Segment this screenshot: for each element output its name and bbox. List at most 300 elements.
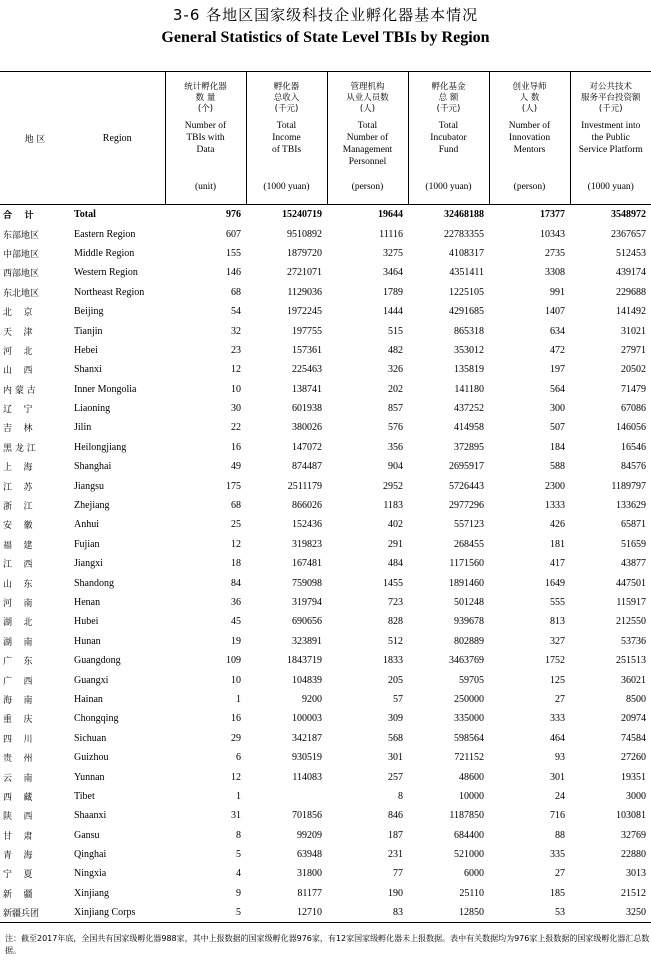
region-cn-cell: 天 津	[3, 327, 33, 338]
footnote: 注：截至2017年底，全国共有国家级孵化器988家，其中上报数据的国家级孵化器976家，有12家国家级孵化器未上报数据。表中有关数据均为976家上报数据的国家级孵化器汇总数据。	[5, 934, 650, 955]
value-cell: 2367657	[611, 228, 646, 240]
value-cell: 138741	[292, 383, 322, 395]
value-cell: 301	[550, 771, 565, 783]
value-cell: 512453	[616, 247, 646, 259]
region-cn-cell: 河 北	[3, 346, 33, 357]
value-cell: 576	[388, 422, 403, 434]
value-cell: 146	[226, 267, 241, 279]
region-cn-header: 地 区	[0, 72, 70, 205]
value-cell: 2952	[383, 480, 403, 492]
table-row	[0, 651, 651, 670]
region-cn-cell: 宁 夏	[3, 870, 33, 881]
value-cell: 133629	[616, 500, 646, 512]
region-en-cell: Jilin	[74, 422, 92, 434]
region-en-cell: Henan	[74, 597, 101, 608]
table-row	[0, 418, 651, 437]
value-cell: 555	[550, 597, 565, 608]
region-en-header: Region	[70, 72, 165, 205]
value-cell: 472	[550, 344, 565, 356]
value-cell: 5	[236, 849, 241, 861]
value-cell: 721152	[454, 752, 484, 764]
region-en-cell: Guizhou	[74, 752, 109, 764]
region-cn-cell: 山 东	[3, 579, 33, 590]
region-cn-cell: 东部地区	[3, 230, 40, 241]
table-row	[0, 476, 651, 495]
region-cn-cell: 内 蒙 古	[3, 385, 36, 396]
region-en-cell: Qinghai	[74, 849, 107, 861]
value-cell: 12710	[246, 903, 327, 923]
column-header-unit: (unit)	[194, 182, 217, 192]
region-en-cell: Northeast Region	[74, 286, 145, 298]
value-cell: 20974	[621, 713, 646, 725]
value-cell: 568	[388, 732, 403, 744]
region-en-cell: Inner Mongolia	[74, 383, 137, 395]
value-cell: 1333	[545, 500, 565, 512]
value-cell: 3013	[626, 868, 646, 880]
value-cell: 437252	[454, 403, 484, 415]
value-cell: 77	[393, 868, 403, 880]
region-cn-cell: 湖 北	[3, 618, 33, 629]
value-cell: 185	[550, 887, 565, 899]
value-cell: 291	[388, 538, 403, 550]
value-cell: 51659	[621, 538, 646, 550]
value-cell: 12850	[408, 903, 489, 923]
table-body	[0, 205, 651, 923]
value-cell: 588	[550, 461, 565, 473]
region-en-cell: Sichuan	[74, 732, 107, 744]
column-header	[489, 72, 570, 205]
value-cell: 865318	[454, 325, 484, 337]
value-cell: 501248	[454, 597, 484, 608]
column-header	[408, 72, 489, 205]
region-cn-cell: 福 建	[3, 540, 33, 551]
value-cell: 1455	[383, 577, 403, 589]
value-cell: 866026	[292, 500, 322, 512]
region-en-cell: Shanxi	[74, 364, 102, 376]
table-row	[0, 593, 651, 612]
region-cn-cell: 浙 江	[3, 502, 33, 513]
table-row	[0, 321, 651, 340]
page-title-en: General Statistics of State Level TBIs by Region	[161, 29, 490, 46]
column-header	[327, 72, 408, 205]
value-cell: 68	[231, 500, 241, 512]
value-cell: 3000	[626, 790, 646, 802]
value-cell: 9510892	[287, 228, 322, 240]
value-cell: 4	[236, 868, 241, 880]
value-cell: 439174	[616, 267, 646, 279]
value-cell: 31800	[297, 868, 322, 880]
value-cell: 9200	[302, 693, 322, 705]
region-cn-cell: 上 海	[3, 463, 33, 474]
column-header-en: Number of Innovation Mentors	[508, 121, 551, 155]
region-en-cell: Fujian	[74, 538, 100, 550]
value-cell: 515	[388, 325, 403, 337]
value-cell: 12	[231, 771, 241, 783]
table-row	[0, 244, 651, 263]
value-cell: 342187	[292, 732, 322, 744]
value-cell: 417	[550, 558, 565, 570]
value-cell: 104839	[292, 674, 322, 686]
table-row	[0, 360, 651, 379]
table-row	[0, 806, 651, 825]
value-cell: 27971	[621, 344, 646, 356]
table-row	[0, 341, 651, 360]
value-cell: 10	[231, 383, 241, 395]
table-row	[0, 302, 651, 321]
value-cell: 190	[388, 887, 403, 899]
page-title-cn: 3-6 各地区国家级科技企业孵化器基本情况	[172, 6, 479, 24]
value-cell: 333	[550, 713, 565, 725]
value-cell: 327	[550, 635, 565, 647]
value-cell: 32	[231, 325, 241, 337]
value-cell: 24	[555, 790, 565, 802]
region-en-cell: Middle Region	[74, 247, 135, 259]
column-header-cn: 统计孵化器 数 量 (个)	[184, 82, 227, 114]
value-cell: 155	[226, 247, 241, 259]
column-header-cn: 对公共技术 服务平台投资额 (千元)	[580, 82, 641, 114]
value-cell: 74584	[621, 732, 646, 744]
value-cell: 71479	[621, 383, 646, 395]
value-cell: 115917	[616, 597, 646, 608]
value-cell: 202	[388, 383, 403, 395]
value-cell: 93	[555, 752, 565, 764]
value-cell: 197	[550, 364, 565, 376]
value-cell: 426	[550, 519, 565, 531]
region-en-cell: Jiangxi	[74, 558, 103, 570]
value-cell: 3463769	[449, 655, 484, 667]
value-cell: 9	[236, 887, 241, 899]
value-cell: 335	[550, 849, 565, 861]
value-cell: 27	[555, 693, 565, 705]
value-cell: 184	[550, 441, 565, 453]
region-cn-cell: 西 藏	[3, 792, 33, 803]
region-cn-cell: 新疆兵团	[0, 903, 70, 923]
value-cell: 4291685	[449, 306, 484, 318]
value-cell: 2300	[545, 480, 565, 492]
value-cell: 251513	[616, 655, 646, 667]
value-cell: 1879720	[287, 247, 322, 259]
table-header-row	[0, 72, 651, 205]
value-cell: 16	[231, 441, 241, 453]
region-cn-cell: 黑 龙 江	[3, 443, 36, 454]
value-cell: 109	[226, 655, 241, 667]
value-cell: 229688	[616, 286, 646, 298]
table-row	[0, 457, 651, 476]
table-row	[0, 399, 651, 418]
column-header-cn: 孵化器 总收入 (千元)	[273, 82, 300, 114]
value-cell: 175	[226, 480, 241, 492]
column-header-cn: 创业导师 人 数 (人)	[512, 82, 547, 114]
value-cell: 716	[550, 810, 565, 822]
value-cell: 447501	[616, 577, 646, 589]
value-cell: 84	[231, 577, 241, 589]
value-cell: 402	[388, 519, 403, 531]
value-cell: 43877	[621, 558, 646, 570]
value-cell: 100003	[292, 713, 322, 725]
column-header-en: Total Income of TBIs	[271, 121, 302, 155]
value-cell: 23	[231, 344, 241, 356]
value-cell: 1843719	[287, 655, 322, 667]
value-cell: 353012	[454, 344, 484, 356]
value-cell: 414958	[454, 422, 484, 434]
region-en-cell: Beijing	[74, 306, 104, 318]
value-cell: 380026	[292, 422, 322, 434]
region-cn-cell: 合 计	[3, 211, 34, 222]
table-row	[0, 845, 651, 864]
value-cell: 32769	[621, 829, 646, 841]
region-en-cell: Hubei	[74, 616, 99, 628]
value-cell: 45	[231, 616, 241, 628]
value-cell: 3275	[383, 247, 403, 259]
value-cell: 2695917	[449, 461, 484, 473]
statistics-table	[0, 71, 651, 923]
value-cell: 846	[388, 810, 403, 822]
value-cell: 4351411	[449, 267, 484, 279]
value-cell: 976	[226, 209, 241, 221]
value-cell: 759098	[292, 577, 322, 589]
region-cn-cell: 四 川	[3, 734, 33, 745]
table-row	[0, 573, 651, 592]
region-cn-cell: 河 南	[3, 599, 33, 609]
value-cell: 99209	[297, 829, 322, 841]
value-cell: 22	[231, 422, 241, 434]
value-cell: 1833	[383, 655, 403, 667]
value-cell: 12	[231, 538, 241, 550]
region-en-cell: Anhui	[74, 519, 99, 531]
region-en-cell: Hainan	[74, 693, 103, 705]
region-en-cell: Xinjiang Corps	[70, 903, 165, 923]
table-row	[0, 709, 651, 728]
region-cn-cell: 湖 南	[3, 637, 33, 648]
region-cn-cell: 安 徽	[3, 521, 33, 532]
value-cell: 30	[231, 403, 241, 415]
value-cell: 930519	[292, 752, 322, 764]
value-cell: 857	[388, 403, 403, 415]
value-cell: 125	[550, 674, 565, 686]
value-cell: 8	[236, 829, 241, 841]
region-en-cell: Guangdong	[74, 655, 121, 667]
value-cell: 10000	[459, 790, 484, 802]
value-cell: 904	[388, 461, 403, 473]
value-cell: 19	[231, 635, 241, 647]
value-cell: 5726443	[449, 480, 484, 492]
table-row	[0, 884, 651, 903]
region-cn-cell: 山 西	[3, 366, 33, 377]
table-row	[0, 767, 651, 786]
table-row	[0, 438, 651, 457]
value-cell: 31021	[621, 325, 646, 337]
value-cell: 1129036	[287, 286, 322, 298]
region-cn-cell: 西部地区	[3, 269, 40, 280]
value-cell: 250000	[454, 693, 484, 705]
table-row	[0, 670, 651, 689]
region-cn-cell: 海 南	[3, 695, 33, 706]
value-cell: 2721071	[287, 267, 322, 279]
table-row	[0, 496, 651, 515]
value-cell: 11116	[379, 228, 403, 240]
value-cell: 135819	[454, 364, 484, 376]
value-cell: 874487	[292, 461, 322, 473]
value-cell: 8500	[626, 693, 646, 705]
value-cell: 25110	[459, 887, 484, 899]
region-cn-cell: 云 南	[3, 773, 33, 784]
region-cn-cell: 东北地区	[3, 288, 40, 299]
region-cn-cell: 江 苏	[3, 482, 33, 493]
value-cell: 29	[231, 732, 241, 744]
value-cell: 607	[226, 228, 241, 240]
value-cell: 564	[550, 383, 565, 395]
region-en-cell: Gansu	[74, 829, 100, 841]
value-cell: 53736	[621, 635, 646, 647]
value-cell: 482	[388, 344, 403, 356]
value-cell: 301	[388, 752, 403, 764]
value-cell: 88	[555, 829, 565, 841]
value-cell: 323891	[292, 635, 322, 647]
value-cell: 36021	[621, 674, 646, 686]
value-cell: 20502	[621, 364, 646, 376]
value-cell: 21512	[621, 887, 646, 899]
value-cell: 10	[231, 674, 241, 686]
region-cn-cell: 重 庆	[3, 715, 33, 726]
table-row	[0, 380, 651, 399]
column-header	[246, 72, 327, 205]
region-cn-cell: 辽 宁	[3, 405, 33, 416]
region-en-cell: Ningxia	[74, 868, 107, 880]
region-en-cell: Tibet	[74, 790, 95, 802]
column-header-cn: 管理机构 从业人员数 (人)	[346, 82, 389, 114]
value-cell: 231	[388, 849, 403, 861]
value-cell: 1	[236, 693, 241, 705]
table-row	[0, 748, 651, 767]
value-cell: 1187850	[449, 810, 484, 822]
table-row-total	[0, 205, 651, 225]
value-cell: 2735	[545, 247, 565, 259]
value-cell: 1972245	[287, 306, 322, 318]
column-header-unit: (1000 yuan)	[587, 182, 634, 192]
value-cell: 3464	[383, 267, 403, 279]
column-header-unit: (person)	[351, 182, 384, 192]
value-cell: 54	[231, 306, 241, 318]
value-cell: 10343	[540, 228, 565, 240]
value-cell: 1789	[383, 286, 403, 298]
value-cell: 152436	[292, 519, 322, 531]
region-en-cell: Hebei	[74, 344, 98, 356]
value-cell: 557123	[454, 519, 484, 531]
column-header-unit: (1000 yuan)	[263, 182, 310, 192]
value-cell: 3548972	[611, 209, 646, 221]
value-cell: 1183	[383, 500, 403, 512]
value-cell: 991	[550, 286, 565, 298]
value-cell: 335000	[454, 713, 484, 725]
value-cell: 464	[550, 732, 565, 744]
column-header-en: Number of TBIs with Data	[184, 121, 227, 155]
table-row	[0, 787, 651, 806]
value-cell: 6	[236, 752, 241, 764]
region-cn-cell: 广 东	[3, 657, 33, 668]
value-cell: 598564	[454, 732, 484, 744]
value-cell: 63948	[297, 849, 322, 861]
table-row	[0, 283, 651, 302]
value-cell: 187	[388, 829, 403, 841]
value-cell: 2511179	[287, 480, 322, 492]
column-header-en: Investment into the Public Service Platform	[578, 121, 643, 155]
column-header-cn: 孵化基金 总 额 (千元)	[431, 82, 466, 114]
value-cell: 1891460	[449, 577, 484, 589]
value-cell: 8	[398, 790, 403, 802]
region-en-cell: Shandong	[74, 577, 114, 589]
value-cell	[246, 787, 327, 806]
region-cn-cell: 北 京	[3, 308, 33, 319]
value-cell: 512	[388, 635, 403, 647]
value-cell: 25	[231, 519, 241, 531]
region-cn-cell: 吉 林	[3, 424, 33, 435]
value-cell: 828	[388, 616, 403, 628]
value-cell: 326	[388, 364, 403, 376]
value-cell: 3308	[545, 267, 565, 279]
value-cell: 507	[550, 422, 565, 434]
value-cell: 3250	[570, 903, 651, 923]
value-cell: 5	[165, 903, 246, 923]
value-cell: 484	[388, 558, 403, 570]
value-cell: 939678	[454, 616, 484, 628]
region-cn-cell: 江 西	[3, 560, 33, 571]
region-en-cell: Heilongjiang	[74, 441, 127, 453]
region-en-cell: Yunnan	[74, 771, 105, 783]
value-cell: 1407	[545, 306, 565, 318]
value-cell: 701856	[292, 810, 322, 822]
region-en-cell: Eastern Region	[74, 228, 136, 240]
value-cell: 19351	[621, 771, 646, 783]
region-en-cell: Zhejiang	[74, 500, 110, 512]
value-cell: 690656	[292, 616, 322, 628]
value-cell: 4108317	[449, 247, 484, 259]
region-cn-cell: 广 西	[3, 676, 33, 687]
value-cell: 141180	[454, 383, 484, 395]
value-cell: 157361	[292, 344, 322, 356]
table-row	[0, 612, 651, 631]
value-cell: 1649	[545, 577, 565, 589]
value-cell: 49	[231, 461, 241, 473]
region-cn-cell: 陕 西	[3, 812, 33, 823]
value-cell: 167481	[292, 558, 322, 570]
value-cell: 141492	[616, 306, 646, 318]
region-en-cell: Chongqing	[74, 713, 119, 725]
value-cell: 319794	[292, 597, 322, 608]
table-row	[0, 632, 651, 651]
table-row	[0, 864, 651, 883]
region-en-cell: Total	[74, 209, 96, 221]
value-cell: 31	[231, 810, 241, 822]
table-row	[0, 263, 651, 282]
value-cell: 16	[231, 713, 241, 725]
value-cell: 146056	[616, 422, 646, 434]
value-cell: 684400	[454, 829, 484, 841]
value-cell: 18	[231, 558, 241, 570]
value-cell: 57	[393, 693, 403, 705]
value-cell: 65871	[621, 519, 646, 531]
value-cell: 634	[550, 325, 565, 337]
region-en-cell: Hunan	[74, 635, 101, 647]
value-cell: 68	[231, 286, 241, 298]
column-header-unit: (person)	[513, 182, 546, 192]
value-cell: 6000	[464, 868, 484, 880]
value-cell: 197755	[292, 325, 322, 337]
value-cell: 319823	[292, 538, 322, 550]
region-en-cell: Western Region	[74, 267, 138, 279]
value-cell: 300	[550, 403, 565, 415]
value-cell: 2977296	[449, 500, 484, 512]
value-cell: 1189797	[611, 480, 646, 492]
